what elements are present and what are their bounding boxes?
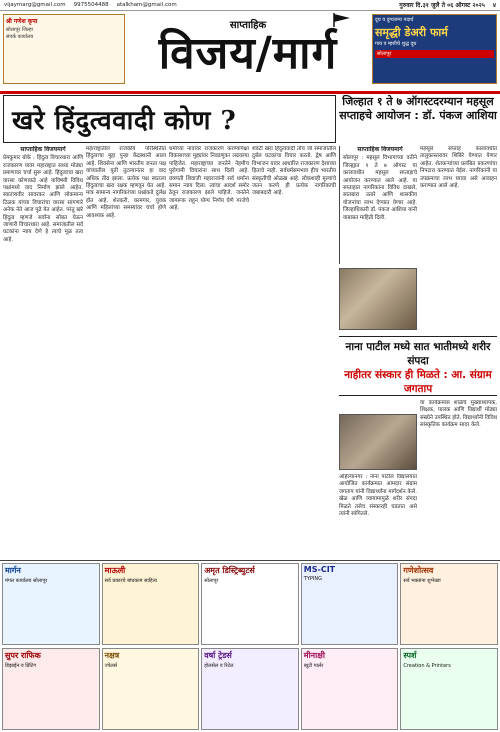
- right-headline-line1: जिल्हात १ ते ७ ऑगस्टदरम्यान महसूल: [342, 95, 494, 108]
- ad-subtext: डिझाईन व प्रिंटिंग: [5, 663, 37, 669]
- ad-heading: सुपर राफिक: [5, 651, 41, 660]
- sub-headline-line1: नाना पाटील मध्ये सात भातीमध्ये शरीर संपदा: [345, 341, 491, 367]
- masthead-kicker: साप्ताहिक: [229, 20, 267, 31]
- ad-right-name: समृद्धी डेअरी फार्म: [375, 26, 448, 39]
- ad-subtext: सर्व भक्तांना शुभेच्छा: [403, 578, 441, 584]
- phone-text: 9975504488: [73, 2, 109, 8]
- right-article-text: सोलापूर : महसूल विभागाच्या वतीने जिल्ह्यात १ ते ७ ऑगस्ट या कालावधीत महसूल सप्ताहाचे आयोजन करण्यात आले आहे. या सप्ताहात नागरिकांना विविध दाखले, सातबारा उतारे आणि शासकीय योजनांचा लाभ देण्यात येणार आहे. जिल्हाधिकारी डॉ. पंकज आशिया यांनी याबाबत माहिती दिली.: [343, 155, 417, 221]
- article-text: महाराष्ट्रातील राजकीय परिस्थितीत हिंदुत्वाचा मुद्दा पुन्हा केंद्रस्थानी आला आहे. शिवसेना आणि भारतीय जनता पक्ष यांच्यातील युती तुटल्यानंतर हा वाद अधिक तीव्र झाला. प्रत्येक पक्ष स्वतःला हिंदुत्वाचा खरा रक्षक म्हणवून घेत आहे. मात्र सामान्य नागरिकांच्या प्रश्नांकडे दुर्लक्ष होत आहे. शेतकरी, कामगार, युवक आणि महिलांच्या समस्यांवर चर्चा होणे आवश्यक आहे.: [86, 146, 166, 219]
- right-article-text: या कार्यक्रमास शाळेचे मुख्याध्यापक, शिक्षक, पालक आणि विद्यार्थी मोठ्या संख्येने उपस्थित होते. विद्यार्थ्यांनी विविध सांस्कृतिक कार्यक्रम सादर केले.: [420, 400, 497, 429]
- main-headline: खरे हिंदुत्ववादी कोण ?: [12, 106, 237, 136]
- ad-heading: MS-CIT: [303, 565, 336, 574]
- ad-heading: मीनाक्षी: [303, 651, 325, 660]
- masthead-title: विजय/मार्ग: [158, 28, 338, 79]
- ad-left-title: श्री गणेश कृपा: [6, 18, 38, 25]
- article-text: शेवटी खरा हिंदुत्ववादी तोच जो समाजातील दुर्बल घटकांचा विचार करतो. द्वेष आणि विभाजन यावर आधारित राजकारण देशाच्या हिताचे नाही. सर्वधर्मसमभाव हीच भारतीय संस्कृतीची ओळख आहे. लोकशाही मूल्यांचे जतन करणे ही प्रत्येक नागरिकाची जबाबदारी आहे.: [252, 146, 336, 197]
- ad-subtext: होलसेल व रिटेल: [204, 663, 234, 669]
- ad-left-line: संपर्क कार्यालय: [6, 34, 34, 40]
- right-column-2: [420, 146, 497, 332]
- right-column-1: [339, 146, 417, 264]
- ads-row-1: [0, 563, 500, 645]
- advertisement: [201, 563, 299, 645]
- article-column-3: [169, 146, 249, 556]
- ad-subtext: सर्व प्रकारचे बांधकाम साहित्य: [104, 578, 158, 584]
- advertisement: [400, 563, 498, 645]
- ad-subtext: ज्वेलर्स: [104, 663, 118, 669]
- right-article-text: महसूल सप्ताह कालावधीत तालुकास्तरावर शिबिरे घेण्यात येणार आहेत. शेतकऱ्यांच्या प्रलंबित प्रकरणांचा निपटारा करण्यात येईल. नागरिकांनी या उपक्रमाचा लाभ घ्यावा असे आवाहन करण्यात आले आहे.: [420, 146, 497, 190]
- article-column-2: [86, 146, 166, 556]
- ad-heading: नक्षत्र: [104, 651, 120, 660]
- right-article-text: अहिल्यानगर : नाना पाटील विद्यालयात आयोजित कार्यक्रमात आमदार संग्राम जगताप यांनी विद्यार्थ्यांना मार्गदर्शन केले. खेळ आणि व्यायामामुळे शरीर संपदा मिळते तसेच संस्कारही घडतात असे त्यांनी सांगितले.: [339, 474, 417, 518]
- ad-heading: गणेशोत्सव: [403, 566, 434, 575]
- ad-subtext: सोलापूर: [204, 578, 219, 584]
- advertisement: [2, 563, 100, 645]
- article-text: धर्माच्या नावावर राजकारण करण्यापेक्षा विकासाच्या मुद्द्यांवर निवडणुका लढवल्या पाहिजेत. महाराष्ट्राच्या जनतेने नेहमीच पुरोगामी विचारांना साथ दिली आहे. छत्रपती शिवाजी महाराजांनी सर्व धर्मांना समान न्याय दिला. त्यांचा आदर्श समोर ठेवून राजकारण झाले पाहिजे. जनतेने जागरूक राहून योग्य निर्णय घेणे गरजेचे आहे.: [169, 146, 249, 212]
- article-column-1: [3, 146, 83, 556]
- ad-heading: माऊली: [104, 566, 126, 575]
- ad-heading: स्पर्श: [403, 651, 417, 660]
- flag-icon: [332, 13, 352, 27]
- advertisement: [400, 648, 498, 730]
- article-column-4: [252, 146, 336, 556]
- advertisement: [301, 563, 399, 645]
- ads-row-2: [0, 648, 500, 730]
- ad-subtext: Creation & Printers: [403, 663, 451, 669]
- sub-headline: [339, 336, 497, 396]
- header-ad-right: [372, 14, 497, 84]
- sub-headline-line2: नाहीतर संस्कार ही मिळते : आ. संग्राम जगताप: [344, 369, 492, 395]
- ad-subtext: TYPING: [303, 576, 322, 582]
- email2-text: atalkham@gmail.com: [116, 2, 177, 8]
- ad-heading: मार्गन: [5, 566, 21, 575]
- top-info-strip: [0, 0, 500, 11]
- ad-right-line3: सोलापूर: [375, 50, 494, 58]
- right-headline-line2: सप्ताहचे आयोजन : डॉ. पंकज आशिया: [339, 109, 497, 122]
- advertisement: [301, 648, 399, 730]
- email-text: vijaymarg@gmail.com: [4, 2, 66, 8]
- ad-right-line2: गाय व म्हशीचे शुद्ध दूध: [375, 41, 417, 47]
- article-text: प्रेमकुमार बोके : हिंदुत्व विचारधारा आणि राजकारण यावर महाराष्ट्रात सध्या मोठ्या प्रमाणावर चर्चा सुरू आहे. हिंदुत्वाचा खरा वारसा कोणाकडे आहे याविषयी विविध पक्षांमध्ये वाद निर्माण झाले आहेत. स्वातंत्र्यवीर सावरकर आणि लोकमान्य टिळक यांच्या विचारांचा वारसा सांगणारे अनेक नेते आज पुढे येत आहेत. परंतु खरे हिंदुत्व म्हणजे सर्वांना सोबत घेऊन जाणारी विचारधारा आहे. समाजातील सर्व घटकांना न्याय देणे हे त्याचे मूळ तत्व आहे.: [3, 155, 83, 243]
- ad-heading: वर्षा ट्रेडर्स: [204, 651, 232, 660]
- event-photo: [339, 268, 417, 330]
- byline: साप्ताहिक विजयमार्ग: [20, 146, 66, 153]
- header: [0, 11, 500, 91]
- ads-divider: [0, 560, 500, 561]
- advertisement: [102, 648, 200, 730]
- ad-subtext: मंगल कार्यालय सोलापूर: [5, 578, 48, 584]
- header-ad-left: [3, 14, 125, 84]
- header-divider: [0, 91, 500, 94]
- byline: साप्ताहिक विजयमार्ग: [357, 146, 403, 153]
- main-headline-box: [3, 95, 336, 143]
- right-column-3: [339, 474, 417, 558]
- page-number: ४: [492, 2, 496, 9]
- ad-heading: अमृत डिस्ट्रिब्युटर्स: [204, 566, 255, 575]
- school-photo: [339, 414, 417, 470]
- right-column-4: [420, 400, 497, 558]
- advertisement: [102, 563, 200, 645]
- ad-right-line1: दूध व दुग्धजन्य पदार्थ: [375, 17, 414, 23]
- right-headline: [339, 95, 497, 143]
- ad-subtext: ब्युटी पार्लर: [303, 663, 324, 669]
- issue-date: गुरुवार दि.३१ जुलै ते ०६ ऑगस्ट २०२५: [399, 2, 485, 9]
- advertisement: [2, 648, 100, 730]
- advertisement: [201, 648, 299, 730]
- masthead: [126, 11, 370, 91]
- ad-left-line: सोलापूर जिल्हा: [6, 27, 33, 33]
